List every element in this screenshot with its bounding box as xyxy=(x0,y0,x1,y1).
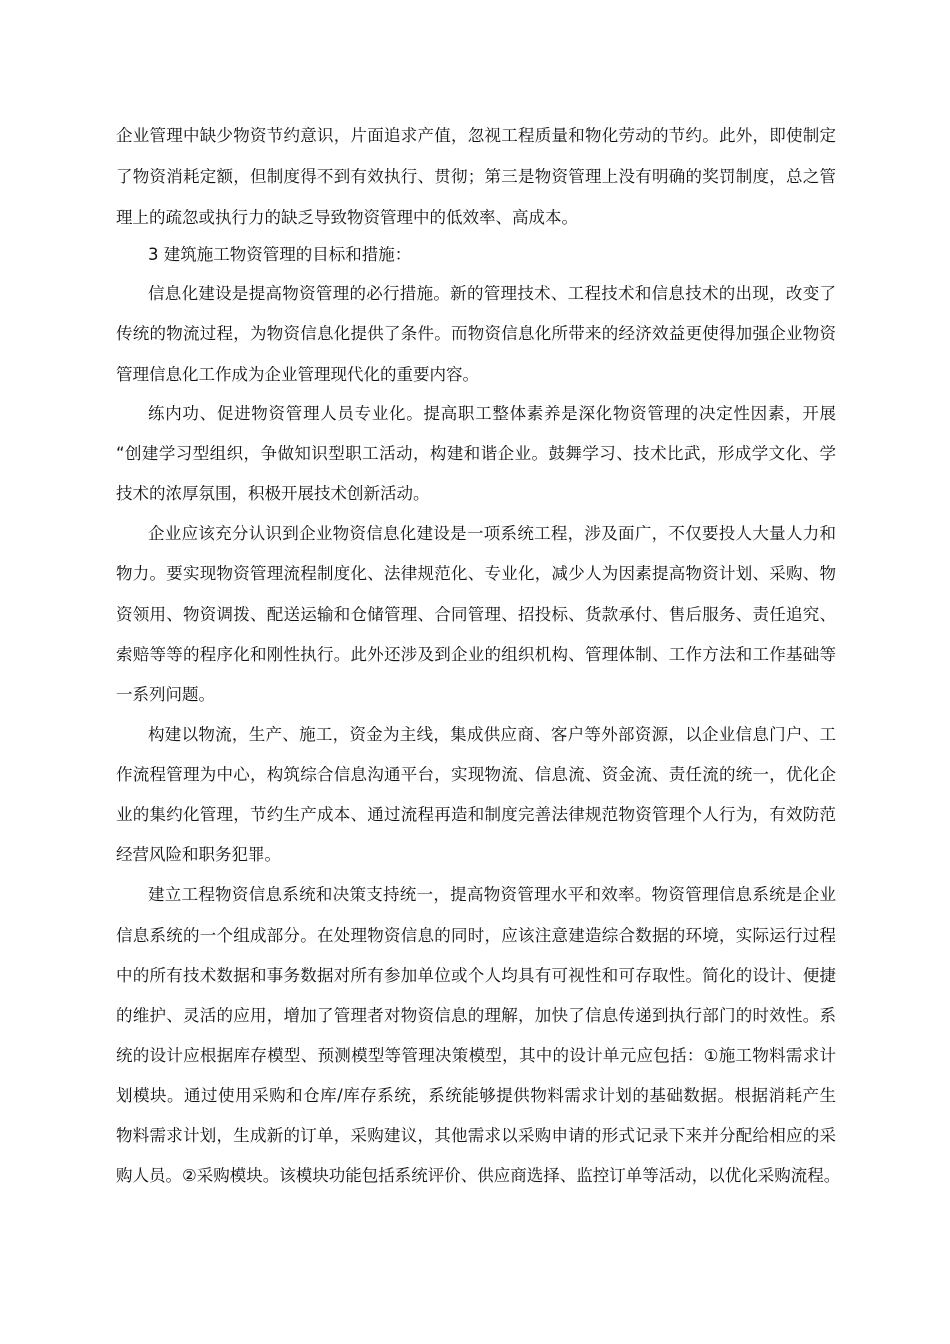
paragraph-line: 索赔等等的程序化和刚性执行。此外还涉及到企业的组织机构、管理体制、工作方法和工作基础等 xyxy=(116,645,836,664)
paragraph-line: 企业管理中缺少物资节约意识，片面追求产值，忽视工程质量和物化劳动的节约。此外，即使制定 xyxy=(116,126,836,145)
paragraph-line: 购人员。②采购模块。该模块功能包括系统评价、供应商选择、监控订单等活动，以优化采购流程。 xyxy=(116,1166,841,1185)
paragraph-line: 构建以物流，生产、施工，资金为主线，集成供应商、客户等外部资源，以企业信息门户、工 xyxy=(148,725,836,744)
paragraph-line: 一系列问题。 xyxy=(116,685,215,704)
paragraph-line: 建立工程物资信息系统和决策支持统一，提高物资管理水平和效率。物资管理信息系统是企业 xyxy=(148,885,836,904)
paragraph-line: 企业应该充分认识到企业物资信息化建设是一项系统工程，涉及面广，不仅要投人大量人力和 xyxy=(148,524,836,543)
paragraph-line: 物力。要实现物资管理流程制度化、法律规范化、专业化，减少人为因素提高物资计划、采购、物 xyxy=(116,564,836,583)
paragraph-line: 作流程管理为中心，构筑综合信息沟通平台，实现物流、信息流、资金流、责任流的统一，优化企 xyxy=(116,765,836,784)
paragraph-line: 理上的疏忽或执行力的缺乏导致物资管理中的低效率、高成本。 xyxy=(116,208,578,227)
paragraph-line: 了物资消耗定额，但制度得不到有效执行、贯彻；第三是物资管理上没有明确的奖罚制度，总之管 xyxy=(116,167,836,186)
paragraph-line: 信息系统的一个组成部分。在处理物资信息的同时，应该注意建造综合数据的环境，实际运行过程 xyxy=(116,926,836,945)
paragraph-line: 资领用、物资调拨、配送运输和仓储管理、合同管理、招投标、货款承付、售后服务、责任追究、 xyxy=(116,605,836,624)
paragraph-line: 划模块。通过使用采购和仓库/库存系统，系统能够提供物料需求计划的基础数据。根据消耗产生 xyxy=(116,1086,836,1105)
paragraph-line: 信息化建设是提高物资管理的必行措施。新的管理技术、工程技术和信息技术的出现，改变了 xyxy=(148,284,836,303)
paragraph-line: 的维护、灵活的应用，增加了管理者对物资信息的理解，加快了信息传递到执行部门的时效性。系 xyxy=(116,1006,836,1025)
paragraph-line: 业的集约化管理，节约生产成本、通过流程再造和制度完善法律规范物资管理个人行为，有效防范 xyxy=(116,805,836,824)
paragraph-line: 管理信息化工作成为企业管理现代化的重要内容。 xyxy=(116,365,479,384)
paragraph-line: 传统的物流过程，为物资信息化提供了条件。而物资信息化所带来的经济效益更使得加强企业物资 xyxy=(116,324,836,343)
paragraph-line: 物料需求计划，生成新的订单，采购建议，其他需求以采购申请的形式记录下来并分配给相应的采 xyxy=(116,1126,836,1145)
paragraph-line: 经营风险和职务犯罪。 xyxy=(116,845,281,864)
section-heading: 3 建筑施工物资管理的目标和措施： xyxy=(148,245,412,264)
paragraph-line: 练内功、促进物资管理人员专业化。提高职工整体素养是深化物资管理的决定性因素，开展 xyxy=(148,404,836,423)
paragraph-line: 中的所有技术数据和事务数据对所有参加单位或个人均具有可视性和可存取性。简化的设计、便捷 xyxy=(116,966,836,985)
paragraph-line: 技术的浓厚氛围，积极开展技术创新活动。 xyxy=(116,484,430,503)
paragraph-line: 统的设计应根据库存模型、预测模型等管理决策模型，其中的设计单元应包括：①施工物料需求计 xyxy=(116,1046,836,1065)
paragraph-line: “创建学习型组织，争做知识型职工活动，构建和谐企业。鼓舞学习、技术比武，形成学文化、学 xyxy=(116,444,836,463)
